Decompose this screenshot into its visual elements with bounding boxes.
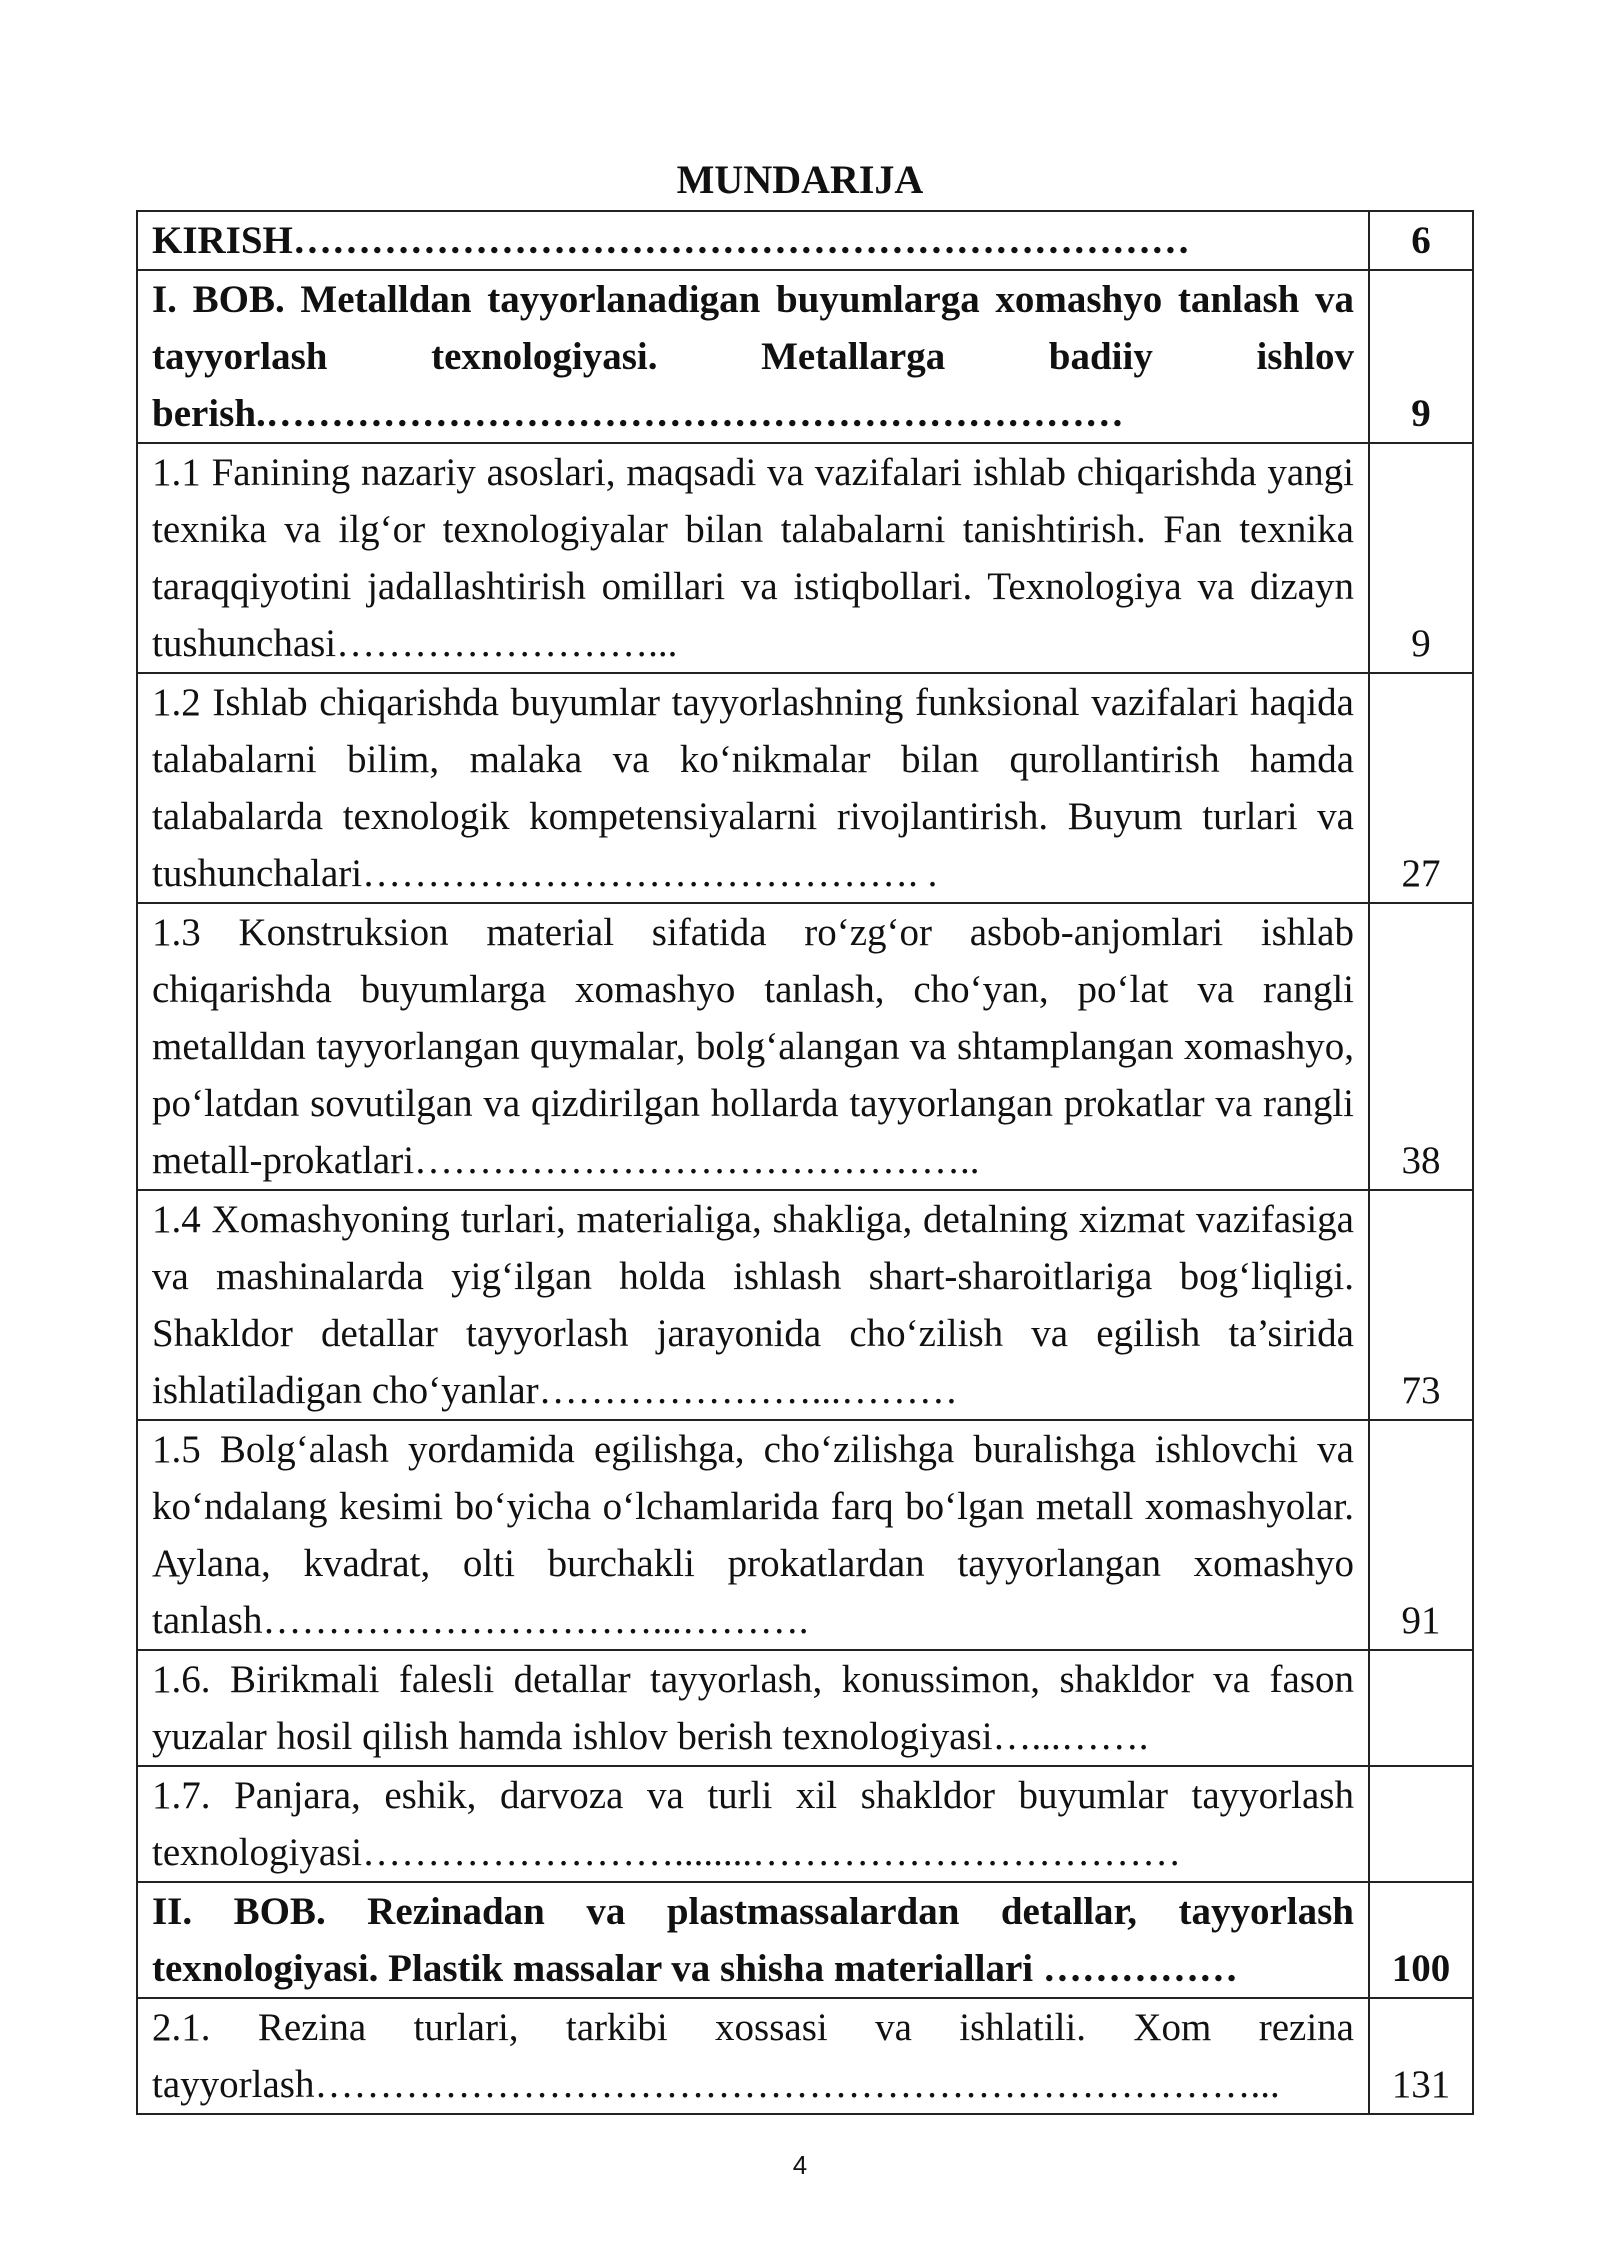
toc-entry-text: 1.1 Fanining nazariy asoslari, maqsadi va vazifalari ishlab chiqarishda yangi texnika va ilg‘or texnologiyalar bilan talabalarni tanishtirish. Fan texnika taraqqiyotini jadallashtirish omillari va istiqbollari. Texnologiya va dizayn tushunchasi……………………... <box>137 443 1369 673</box>
toc-row <box>137 1882 1473 1998</box>
toc-row <box>137 1766 1473 1882</box>
table-of-contents <box>136 210 1474 2115</box>
toc-page-number: 38 <box>1369 903 1473 1190</box>
toc-page-number <box>1369 1650 1473 1766</box>
toc-page-number: 6 <box>1369 211 1473 270</box>
toc-page-number <box>1369 1766 1473 1882</box>
toc-entry-text: II. BOB. Rezinadan va plastmassalardan detallar, tayyorlash texnologiyasi. Plastik massalar va shisha materiallari …………… <box>137 1882 1369 1998</box>
toc-entry-text: 2.1. Rezina turlari, tarkibi xossasi va ishlatili. Xom rezina tayyorlash………………………………………………………………... <box>137 1998 1369 2114</box>
toc-row <box>137 211 1473 270</box>
toc-entry-text: I. BOB. Metalldan tayyorlanadigan buyumlarga xomashyo tanlash va tayyorlash texnologiyasi. Metallarga badiiy ishlov berish.………………………………………………………… <box>137 270 1369 443</box>
toc-page-number: 27 <box>1369 673 1473 903</box>
toc-entry-text: 1.2 Ishlab chiqarishda buyumlar tayyorlashning funksional vazifalari haqida talabalarni bilim, malaka va ko‘nikmalar bilan qurollantirish hamda talabalarda texnologik kompetensiyalarni rivojlantirish. Buyum turlari va tushunchalari……………………………………. . <box>137 673 1369 903</box>
toc-row <box>137 903 1473 1190</box>
page-title: MUNDARIJA <box>676 157 924 202</box>
toc-page-number: 91 <box>1369 1420 1473 1650</box>
toc-page-number: 100 <box>1369 1882 1473 1998</box>
toc-row <box>137 673 1473 903</box>
toc-entry-text: KIRISH…………………………………………………………… <box>137 211 1369 270</box>
toc-entry-text: 1.5 Bolg‘alash yordamida egilishga, cho‘zilishga buralishga ishlovchi va ko‘ndalang kesimi bo‘yicha o‘lchamlarida farq bo‘lgan metall xomashyolar. Aylana, kvadrat, olti burchakli prokatlardan tayyorlangan xomashyo tanlash…………………………...………. <box>137 1420 1369 1650</box>
toc-entry-text: 1.7. Panjara, eshik, darvoza va turli xil shakldor buyumlar tayyorlash texnologiyasi……………………........…………………………… <box>137 1766 1369 1882</box>
toc-entry-text: 1.3 Konstruksion material sifatida ro‘zg‘or asbob-anjomlari ishlab chiqarishda buyumlarga xomashyo tanlash, cho‘yan, po‘lat va rangli metalldan tayyorlangan quymalar, bolg‘alangan va shtamplangan xomashyo, po‘latdan sovutilgan va qizdirilgan hollarda tayyorlangan prokatlar va rangli metall-prokatlari…………………………………….. <box>137 903 1369 1190</box>
toc-row <box>137 1420 1473 1650</box>
toc-entry-text: 1.6. Birikmali falesli detallar tayyorlash, konussimon, shakldor va fason yuzalar hosil qilish hamda ishlov berish texnologiyasi…...……. <box>137 1650 1369 1766</box>
toc-page-number: 131 <box>1369 1998 1473 2114</box>
toc-page-number: 9 <box>1369 443 1473 673</box>
toc-page-number: 73 <box>1369 1190 1473 1420</box>
toc-row <box>137 1190 1473 1420</box>
toc-row <box>137 1998 1473 2114</box>
footer-page-number: 4 <box>792 2150 808 2180</box>
toc-entry-text: 1.4 Xomashyoning turlari, materialiga, shakliga, detalning xizmat vazifasiga va mashinalarda yig‘ilgan holda ishlash shart-sharoitlariga bog‘liqligi. Shakldor detallar tayyorlash jarayonida cho‘zilish va egilish ta’sirida ishlatiladigan cho‘yanlar…………………...……… <box>137 1190 1369 1420</box>
toc-row <box>137 443 1473 673</box>
toc-row <box>137 270 1473 443</box>
toc-row <box>137 1650 1473 1766</box>
toc-page-number: 9 <box>1369 270 1473 443</box>
